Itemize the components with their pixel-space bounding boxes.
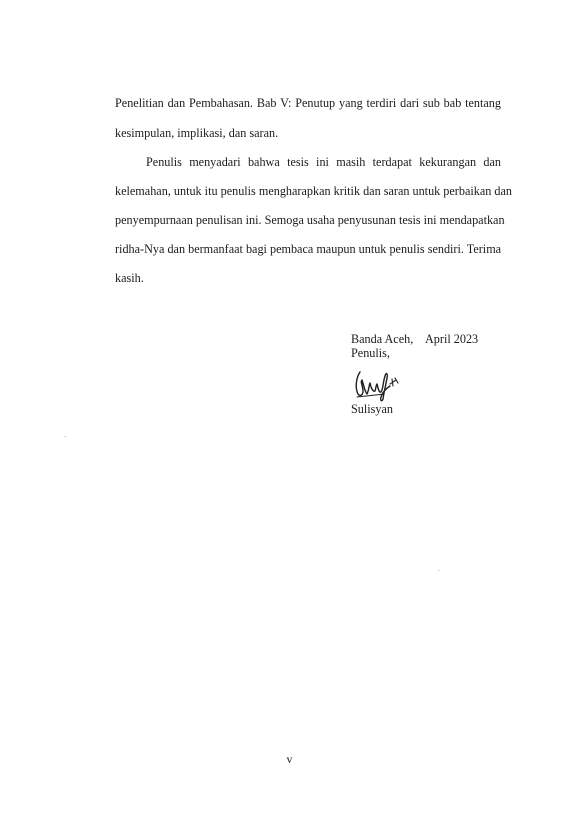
page-number: v [286,752,293,766]
closing-place: Banda Aceh, [351,332,414,346]
paragraph-2-line-5: kasih. [115,271,144,285]
scan-speck [438,570,440,571]
paragraph-2-line-3: penyempurnaan penulisan ini. Semoga usaha penyusunan tesis ini mendapatkan [115,213,505,227]
author-name: Sulisyan [351,402,393,416]
paragraph-2-line-2: kelemahan, untuk itu penulis mengharapkan kritik dan saran untuk perbaikan dan [115,184,512,198]
closing-date: April 2023 [425,332,479,346]
scan-speck [64,436,66,437]
paragraph-2-line-4: ridha-Nya dan bermanfaat bagi pembaca maupun untuk penulis sendiri. Terima [115,242,502,256]
paragraph-1-line-2: kesimpulan, implikasi, dan saran. [115,126,279,140]
handwritten-signature [352,366,402,404]
paragraph-1-line-1: Penelitian dan Pembahasan. Bab V: Penutup yang terdiri dari sub bab tentang [115,96,501,110]
paragraph-2-line-1: Penulis menyadari bahwa tesis ini masih terdapat kekurangan dan [146,155,501,169]
closing-role: Penulis, [351,346,390,360]
